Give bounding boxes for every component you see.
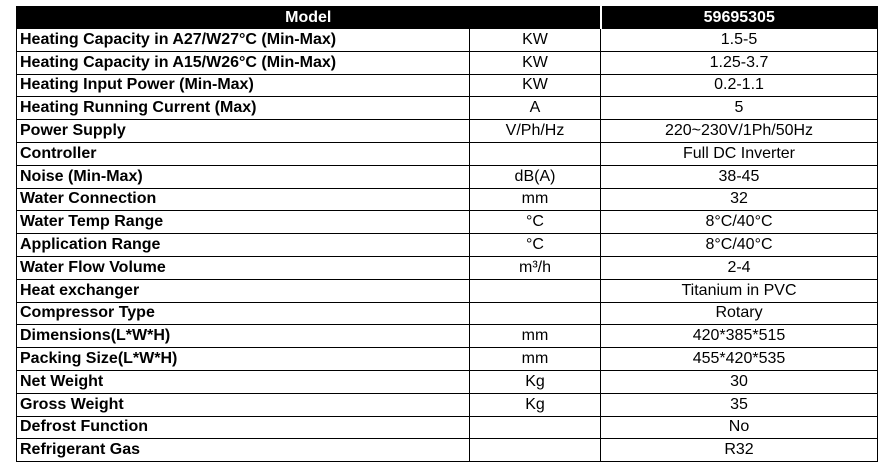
param-cell: Heating Capacity in A15/W26°C (Min-Max) bbox=[17, 51, 470, 74]
value-cell: 455*420*535 bbox=[601, 348, 878, 371]
param-cell: Defrost Function bbox=[17, 416, 470, 439]
unit-cell bbox=[470, 416, 601, 439]
param-cell: Heating Capacity in A27/W27°C (Min-Max) bbox=[17, 29, 470, 52]
value-cell: 38-45 bbox=[601, 165, 878, 188]
unit-cell: KW bbox=[470, 74, 601, 97]
param-cell: Application Range bbox=[17, 234, 470, 257]
value-cell: 5 bbox=[601, 97, 878, 120]
table-row bbox=[17, 29, 878, 52]
param-cell: Water Connection bbox=[17, 188, 470, 211]
value-cell: 8°C/40°C bbox=[601, 234, 878, 257]
value-cell: Titanium in PVC bbox=[601, 279, 878, 302]
table-row bbox=[17, 256, 878, 279]
table-row bbox=[17, 302, 878, 325]
table-row bbox=[17, 165, 878, 188]
table-row bbox=[17, 416, 878, 439]
value-cell: Rotary bbox=[601, 302, 878, 325]
value-cell: 0.2-1.1 bbox=[601, 74, 878, 97]
unit-cell bbox=[470, 279, 601, 302]
unit-cell: mm bbox=[470, 325, 601, 348]
unit-cell: KW bbox=[470, 51, 601, 74]
unit-cell bbox=[470, 302, 601, 325]
unit-cell: mm bbox=[470, 348, 601, 371]
unit-cell bbox=[470, 142, 601, 165]
unit-cell: KW bbox=[470, 29, 601, 52]
param-cell: Heating Input Power (Min-Max) bbox=[17, 74, 470, 97]
param-cell: Refrigerant Gas bbox=[17, 439, 470, 462]
table-row bbox=[17, 142, 878, 165]
value-cell: No bbox=[601, 416, 878, 439]
unit-cell: dB(A) bbox=[470, 165, 601, 188]
header-row bbox=[17, 7, 878, 29]
table-row bbox=[17, 188, 878, 211]
param-cell: Compressor Type bbox=[17, 302, 470, 325]
table-row bbox=[17, 234, 878, 257]
table-row bbox=[17, 370, 878, 393]
param-cell: Water Temp Range bbox=[17, 211, 470, 234]
param-cell: Packing Size(L*W*H) bbox=[17, 348, 470, 371]
unit-cell: V/Ph/Hz bbox=[470, 120, 601, 143]
header-model-number: 59695305 bbox=[601, 7, 878, 29]
table-row bbox=[17, 97, 878, 120]
value-cell: 35 bbox=[601, 393, 878, 416]
param-cell: Heat exchanger bbox=[17, 279, 470, 302]
spec-table bbox=[16, 6, 878, 462]
unit-cell bbox=[470, 439, 601, 462]
value-cell: 420*385*515 bbox=[601, 325, 878, 348]
value-cell: R32 bbox=[601, 439, 878, 462]
table-body bbox=[17, 29, 878, 462]
unit-cell: °C bbox=[470, 211, 601, 234]
value-cell: 32 bbox=[601, 188, 878, 211]
value-cell: 30 bbox=[601, 370, 878, 393]
table-row bbox=[17, 211, 878, 234]
value-cell: 1.25-3.7 bbox=[601, 51, 878, 74]
param-cell: Water Flow Volume bbox=[17, 256, 470, 279]
unit-cell: Kg bbox=[470, 370, 601, 393]
table-row bbox=[17, 74, 878, 97]
value-cell: 1.5-5 bbox=[601, 29, 878, 52]
param-cell: Noise (Min-Max) bbox=[17, 165, 470, 188]
unit-cell: mm bbox=[470, 188, 601, 211]
param-cell: Net Weight bbox=[17, 370, 470, 393]
table-row bbox=[17, 393, 878, 416]
unit-cell: Kg bbox=[470, 393, 601, 416]
unit-cell: m³/h bbox=[470, 256, 601, 279]
value-cell: Full DC Inverter bbox=[601, 142, 878, 165]
unit-cell: °C bbox=[470, 234, 601, 257]
table-row bbox=[17, 439, 878, 462]
table-row bbox=[17, 348, 878, 371]
table-row bbox=[17, 51, 878, 74]
unit-cell: A bbox=[470, 97, 601, 120]
param-cell: Power Supply bbox=[17, 120, 470, 143]
param-cell: Dimensions(L*W*H) bbox=[17, 325, 470, 348]
table-row bbox=[17, 325, 878, 348]
table-header bbox=[17, 7, 878, 29]
table-row bbox=[17, 120, 878, 143]
value-cell: 2-4 bbox=[601, 256, 878, 279]
param-cell: Heating Running Current (Max) bbox=[17, 97, 470, 120]
header-model-label: Model bbox=[17, 7, 601, 29]
table-row bbox=[17, 279, 878, 302]
value-cell: 8°C/40°C bbox=[601, 211, 878, 234]
param-cell: Gross Weight bbox=[17, 393, 470, 416]
value-cell: 220~230V/1Ph/50Hz bbox=[601, 120, 878, 143]
param-cell: Controller bbox=[17, 142, 470, 165]
